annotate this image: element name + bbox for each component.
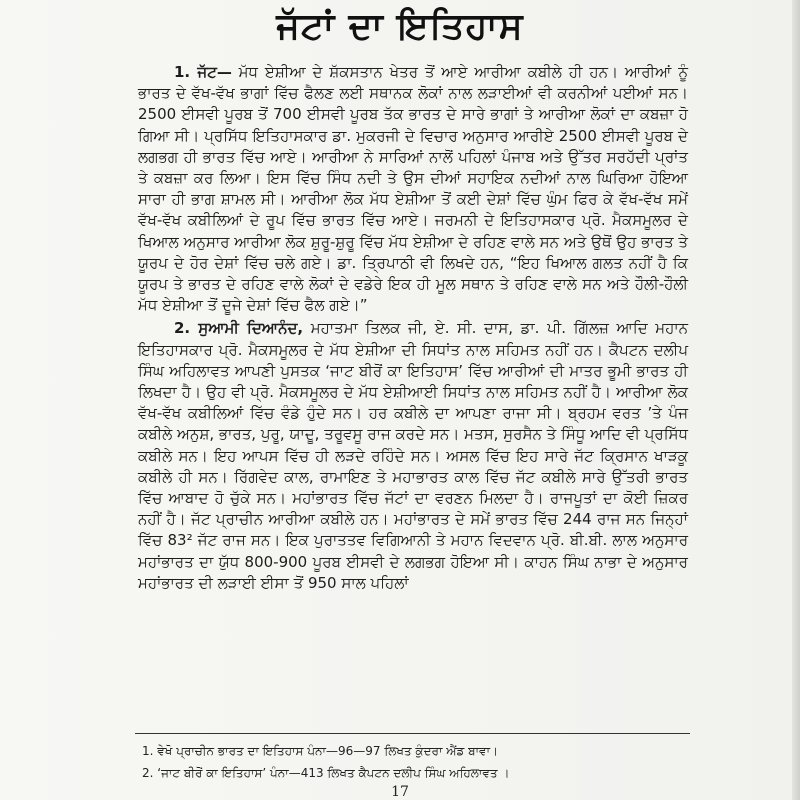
- paragraph-2-text: ਮਹਾਤਮਾ ਤਿਲਕ ਜੀ, ਏ. ਸੀ. ਦਾਸ, ਡਾ. ਪੀ. ਗਿੱਲਜ਼ ਆਦਿ ਮਹਾਨ ਇਤਿਹਾਸਕਾਰ ਪ੍ਰੋ. ਮੈਕਸਮੂਲਰ ਦੇ ਮੱਧ ਏਸ਼ੀਆ ਦੀ ਸਿਧਾਂਤ ਨਾਲ ਸਹਿਮਤ ਨਹੀਂ ਹਨ। ਕੈਪਟਨ ਦਲੀਪ ਸਿੰਘ ਅਹਿਲਾਵਤ ਆਪਣੀ ਪੁਸਤਕ ‘ਜਾਟ ਬੀਰੋਂ ਕਾ ਇਤਿਹਾਸ’ ਵਿੱਚ ਆਰੀਆਂ ਦੀ ਮਾਤਰ ਭੂਮੀ ਭਾਰਤ ਹੀ ਲਿਖਦਾ ਹੈ। ਉਹ ਵੀ ਪ੍ਰੋ. ਮੈਕਸਮੂਲਰ ਦੇ ਮੱਧ ਏਸ਼ੀਆਈ ਸਿਧਾਂਤ ਨਾਲ ਸਹਿਮਤ ਨਹੀਂ ਹੈ। ਆਰੀਆ ਲੋਕ ਵੱਖ-ਵੱਖ ਕਬੀਲਿਆਂ ਵਿੱਚ ਵੰਡੇ ਹੁੰਦੇ ਸਨ। ਹਰ ਕਬੀਲੇ ਦਾ ਆਪਣਾ ਰਾਜਾ ਸੀ। ਬ੍ਰਹਮ ਵਰਤ ’ਤੇ ਪੰਜ ਕਬੀਲੇ ਅਨੁਸ਼, ਭਾਰਤ, ਪੁਰੂ, ਯਾਦੂ, ਤਰੂਵਸੂ ਰਾਜ ਕਰਦੇ ਸਨ। ਮਤਸ, ਸੁਰਸੈਨ ਤੇ ਸਿੰਧੂ ਆਦਿ ਵੀ ਪ੍ਰਸਿੱਧ ਕਬੀਲੇ ਸਨ। ਇਹ ਆਪਸ ਵਿੱਚ ਹੀ ਲੜਦੇ ਰਹਿੰਦੇ ਸਨ। ਅਸਲ ਵਿੱਚ ਇਹ ਸਾਰੇ ਜੱਟ ਕ੍ਰਿਸਾਨ ਖਾੜਕੂ ਕਬੀਲੇ ਹੀ ਸਨ। ਰਿੱਗਵੇਦ ਕਾਲ, ਰਾਮਾਇਣ ਤੇ ਮਹਾਭਾਰਤ ਕਾਲ ਵਿੱਚ ਜੱਟ ਕਬੀਲੇ ਸਾਰੇ ਉੱਤਰੀ ਭਾਰਤ ਵਿੱਚ ਆਬਾਦ ਹੋ ਚੁੱਕੇ ਸਨ। ਮਹਾਂਭਾਰਤ ਵਿੱਚ ਜੱਟਾਂ ਦਾ ਵਰਣਨ ਮਿਲਦਾ ਹੈ। ਰਾਜਪੂਤਾਂ ਦਾ ਕੋਈ ਜ਼ਿਕਰ ਨਹੀਂ ਹੈ। ਜੱਟ ਪ੍ਰਾਚੀਨ ਆਰੀਆ ਕਬੀਲੇ ਹਨ। ਮਹਾਂਭਾਰਤ ਦੇ ਸਮੇਂ ਭਾਰਤ ਵਿੱਚ 244 ਰਾਜ ਸਨ ਜਿਨ੍ਹਾਂ ਵਿੱਚ 83² ਜੱਟ ਰਾਜ ਸਨ। ਇਕ ਪੁਰਾਤਤਵ ਵਿਗਿਆਨੀ ਤੇ ਮਹਾਨ ਵਿਦਵਾਨ ਪ੍ਰੋ. ਬੀ.ਬੀ. ਲਾਲ ਅਨੁਸਾਰ ਮਹਾਂਭਾਰਤ ਦਾ ਯੁੱਧ 800-900 ਪੂਰਬ ਈਸਵੀ ਦੇ ਲਗਭਗ ਹੋਇਆ ਸੀ। ਕਾਹਨ ਸਿੰਘ ਨਾਭਾ ਦੇ ਅਨੁਸਾਰ ਮਹਾਂਭਾਰਤ ਦੀ ਲੜਾਈ ਈਸਾ ਤੋਂ 950 ਸਾਲ ਪਹਿਲਾਂ: [138, 319, 689, 592]
- paragraph-2-lead: 2. ਸੁਆਮੀ ਦਿਆਨੰਦ,: [174, 319, 304, 338]
- paragraph-1: [138, 62, 688, 316]
- footnote-2: 2. ‘ਜਾਟ ਬੀਰੋਂ ਕਾ ਇਤਿਹਾਸ’ ਪੰਨਾ—413 ਲਿਖਤ ਕੈਪਟਨ ਦਲੀਪ ਸਿੰਘ ਅਹਿਲਾਵਤ ।: [142, 766, 510, 780]
- paragraph-2: [138, 318, 688, 594]
- paragraph-1-lead: 1. ਜੱਟ—: [174, 63, 232, 81]
- paragraph-1-text: ਮੱਧ ਏਸ਼ੀਆ ਦੇ ਸ਼ੱਕਸਤਾਨ ਖੇਤਰ ਤੋਂ ਆਏ ਆਰੀਆ ਕਬੀਲੇ ਹੀ ਹਨ। ਆਰੀਆਂ ਨੂੰ ਭਾਰਤ ਦੇ ਵੱਖ-ਵੱਖ ਭਾਗਾਂ ਵਿੱਚ ਫੈਲਣ ਲਈ ਸਥਾਨਕ ਲੋਕਾਂ ਨਾਲ ਲੜਾਈਆਂ ਵੀ ਕਰਨੀਆਂ ਪਈਆਂ ਸਨ। 2500 ਈਸਵੀ ਪੂਰਬ ਤੋਂ 700 ਈਸਵੀ ਪੂਰਬ ਤੱਕ ਭਾਰਤ ਦੇ ਸਾਰੇ ਭਾਗਾਂ ਤੇ ਆਰੀਆ ਲੋਕਾਂ ਦਾ ਕਬਜ਼ਾ ਹੋ ਗਿਆ ਸੀ। ਪ੍ਰਸਿੱਧ ਇਤਿਹਾਸਕਾਰ ਡਾ. ਮੁਕਰਜੀ ਦੇ ਵਿਚਾਰ ਅਨੁਸਾਰ ਆਰੀਏ 2500 ਈਸਵੀ ਪੂਰਬ ਦੇ ਲਗਭਗ ਹੀ ਭਾਰਤ ਵਿੱਚ ਆਏ। ਆਰੀਆ ਨੇ ਸਾਰਿਆਂ ਨਾਲੋਂ ਪਹਿਲਾਂ ਪੰਜਾਬ ਅਤੇ ਉੱਤਰ ਸਰਹੱਦੀ ਪ੍ਰਾਂਤ ਤੇ ਕਬਜ਼ਾ ਕਰ ਲਿਆ। ਇਸ ਵਿੱਚ ਸਿੰਧ ਨਦੀ ਤੇ ਉਸ ਦੀਆਂ ਸਹਾਇਕ ਨਦੀਆਂ ਨਾਲ ਘਿਰਿਆ ਹੋਇਆ ਸਾਰਾ ਹੀ ਭਾਗ ਸ਼ਾਮਲ ਸੀ। ਆਰੀਆ ਲੋਕ ਮੱਧ ਏਸ਼ੀਆ ਤੋਂ ਕਈ ਦੇਸ਼ਾਂ ਵਿੱਚ ਘੁੰਮ ਫਿਰ ਕੇ ਵੱਖ-ਵੱਖ ਸਮੇਂ ਵੱਖ-ਵੱਖ ਕਬੀਲਿਆਂ ਦੇ ਰੂਪ ਵਿੱਚ ਭਾਰਤ ਵਿੱਚ ਆਏ। ਜਰਮਨੀ ਦੇ ਇਤਿਹਾਸਕਾਰ ਪ੍ਰੋ. ਮੈਕਸਮੂਲਰ ਦੇ ਖਿਆਲ ਅਨੁਸਾਰ ਆਰੀਆ ਲੋਕ ਸ਼ੁਰੂ-ਸ਼ੁਰੂ ਵਿੱਚ ਮੱਧ ਏਸ਼ੀਆ ਦੇ ਰਹਿਣ ਵਾਲੇ ਸਨ ਅਤੇ ਉਥੋਂ ਉਹ ਭਾਰਤ ਤੇ ਯੂਰਪ ਦੇ ਹੋਰ ਦੇਸ਼ਾਂ ਵਿੱਚ ਚਲੇ ਗਏ। ਡਾ. ਤ੍ਰਿਪਾਠੀ ਵੀ ਲਿਖਦੇ ਹਨ, “ਇਹ ਖਿਆਲ ਗਲਤ ਨਹੀਂ ਹੈ ਕਿ ਯੂਰਪ ਤੇ ਭਾਰਤ ਦੇ ਰਹਿਣ ਵਾਲੇ ਲੋਕਾਂ ਦੇ ਵਡੇਰੇ ਇਕ ਹੀ ਮੂਲ ਸਥਾਨ ਤੇ ਰਹਿਣ ਵਾਲੇ ਸਨ ਅਤੇ ਹੌਲੀ-ਹੌਲੀ ਮੱਧ ਏਸ਼ੀਆ ਤੋਂ ਦੂਜੇ ਦੇਸ਼ਾਂ ਵਿੱਚ ਫੈਲ ਗਏ।”: [138, 63, 688, 315]
- body-text: [138, 62, 688, 594]
- page-title: ਜੱਟਾਂ ਦਾ ਇਤਿਹਾਸ: [276, 6, 524, 47]
- page-number: 17: [391, 784, 409, 800]
- footnote-divider: [135, 733, 690, 734]
- footnote-1: 1. ਵੇਖੋ ਪ੍ਰਾਚੀਨ ਭਾਰਤ ਦਾ ਇਤਿਹਾਸ ਪੰਨਾ—96—97 ਲਿਖਤ ਕੁੰਦਰਾ ਐਂਡ ਬਾਵਾ।: [142, 744, 499, 758]
- footnotes: [142, 740, 692, 784]
- page-edge: [792, 0, 800, 800]
